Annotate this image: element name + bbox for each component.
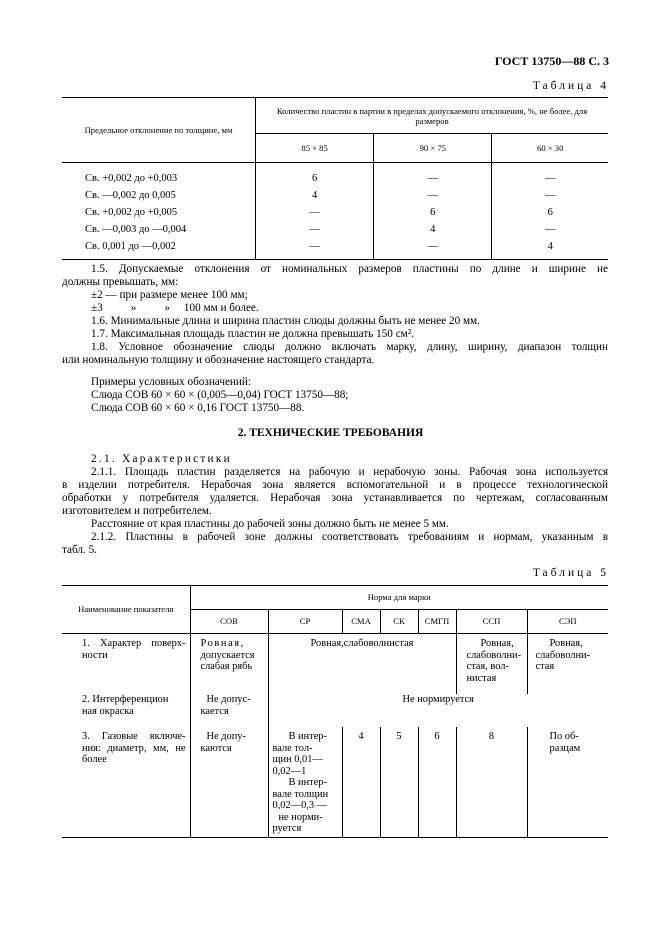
paragraph-1-5: 1.5. Допускаемые отклонения от номинальных размеров пластины по длине и ширине не [91,263,608,275]
tolerance-value: ±3 [91,302,103,314]
paragraph-2-1-1: 2.1.1. Площадь пластин разделяется на рабочую и нерабочую зоны. Рабочая зона используется [91,466,608,478]
cell-value: 4 [374,221,492,238]
cell-ssp: 8 [456,727,527,837]
row-label: Св. —0,002 до 0,005 [85,189,176,201]
page-header: ГОСТ 13750—88 С. 3 [494,54,609,68]
cell-value: — [374,170,492,187]
section-title: 2. ТЕХНИЧЕСКИЕ ТРЕБОВАНИЯ [237,427,424,439]
paragraph-2-1-2-cont: табл. 5. [62,544,97,556]
table5-group-header: Норма для марки [190,586,608,610]
table5 [62,585,608,838]
cell-value: — [256,204,374,221]
cell-value: — [492,187,608,204]
paragraph-2-1-1-cont: в изделии потребителя. Нерабочая зона является вспомогательной и в процессе технологической [62,479,608,491]
cell-value: — [256,221,374,238]
grade-header: СОВ [190,610,268,634]
cell-ssp: Ровная, слабоволни- стая, вол- нистая [456,634,527,695]
row-label: Св. +0,002 до +0,003 [85,172,178,184]
paragraph-2-1-1-distance: Расстояние от края пластины до рабочей зоны должно быть не менее 5 мм. [91,518,449,530]
tolerance-line-2 [91,302,259,315]
cell-value: 4 [256,187,374,204]
cell-sep: По об- разцам [527,727,608,837]
cell-value: 4 [492,238,608,255]
table4-size-header: 85 × 85 [256,134,374,163]
example-2: Слюда СОВ 60 × 60 × 0,16 ГОСТ 13750—88. [91,402,305,414]
paragraph-1-8-cont: или номинальную толщину и обозначение настоящего стандарта. [62,354,375,366]
cell-value: — [492,221,608,238]
ditto-mark: » [164,302,170,314]
cell-smgp: 6 [418,727,456,837]
cell-sr-smgp: Ровная,слабоволнистая [268,634,456,695]
table-row [62,187,608,204]
cell-sov: Не допу- каются [190,727,268,837]
table4-size-header: 60 × 30 [492,134,608,163]
table-row [62,221,608,238]
paragraph-1-6: 1.6. Минимальные длина и ширина пластин слюды должны быть не менее 20 мм. [91,315,480,327]
cell-value: 6 [256,170,374,187]
paragraph-1-8: 1.8. Условное обозначение слюды должно включать марку, длину, ширину, диапазон толщин [91,341,608,353]
paragraph-2-1: 2.1. Характеристики [91,453,232,465]
cell-value: 6 [492,204,608,221]
cell-value: — [492,170,608,187]
table5-col1-header: Наименование показателя [62,586,190,634]
cell-sma: 4 [342,727,380,837]
grade-header: СЭП [527,610,608,634]
table-row [62,694,608,727]
cell-sr: В интер- вале тол- щин 0,01— 0,02—1 В интер- вале толщин 0,02—0,3 — не норми- руется [268,727,342,837]
cell-rest: Не нормируется [268,694,608,727]
grade-header: СМГП [418,610,456,634]
row-label: Св. 0,001 до —0,002 [85,240,176,252]
table4 [62,97,608,260]
table4-group-header: Количество пластин в партии в пределах допускаемого отклонения, %, не более, для размеров [256,98,609,134]
row-name: 1. Характер поверх- ности [82,638,186,661]
grade-header: ССП [456,610,527,634]
cell-sep: Ровная, слабоволни- стая [527,634,608,695]
table-row [62,170,608,187]
cell-sov: Не допус- кается [190,694,268,727]
table-row [62,204,608,221]
paragraph-2-1-1-cont: изготовителем и потребителем. [62,505,212,517]
cell-value: — [256,238,374,255]
cell-value: — [374,238,492,255]
paragraph-1-7: 1.7. Максимальная площадь пластин не должна превышать 150 см². [91,328,414,340]
tolerance-line-1: ±2 — при размере менее 100 мм; [91,289,248,301]
row-name: 3. Газовые включе- ния: диаметр, мм, не более [62,727,190,837]
example-1: Слюда СОВ 60 × 60 × (0,005—0,04) ГОСТ 13750—88; [91,389,349,401]
table-row [62,727,608,837]
grade-header: СК [380,610,418,634]
row-label: Св. —0,003 до —0,004 [85,223,187,235]
grade-header: СР [268,610,342,634]
row-name: 2. Интерференцион ная окраска [82,694,169,717]
grade-header: СМА [342,610,380,634]
ditto-mark: » [130,302,137,314]
table-row [62,634,608,695]
table4-col1-header: Предельное отклонение по толщине, мм [62,98,256,163]
table4-size-header: 90 × 75 [374,134,492,163]
paragraph-1-5-cont: должны превышать, мм: [62,276,179,288]
cell-value: — [374,187,492,204]
cell-sk: 5 [380,727,418,837]
table4-caption: Таблица 4 [532,80,609,92]
tolerance-text: 100 мм и более. [183,302,259,314]
cell-sov: Ровная, допускается слабая рябь [190,634,268,695]
paragraph-2-1-1-cont: обработки у потребителя удаляется. Нерабочая зона устанавливается по чертежам, согласованным [62,492,608,504]
table-row [62,238,608,255]
examples-title: Примеры условных обозначений: [91,376,251,388]
row-label: Св. +0,002 до +0,005 [85,206,178,218]
paragraph-2-1-2: 2.1.2. Пластины в рабочей зоне должны соответствовать требованиям и нормам, указанным в [91,531,608,543]
cell-value: 6 [374,204,492,221]
table5-caption: Таблица 5 [532,567,609,579]
